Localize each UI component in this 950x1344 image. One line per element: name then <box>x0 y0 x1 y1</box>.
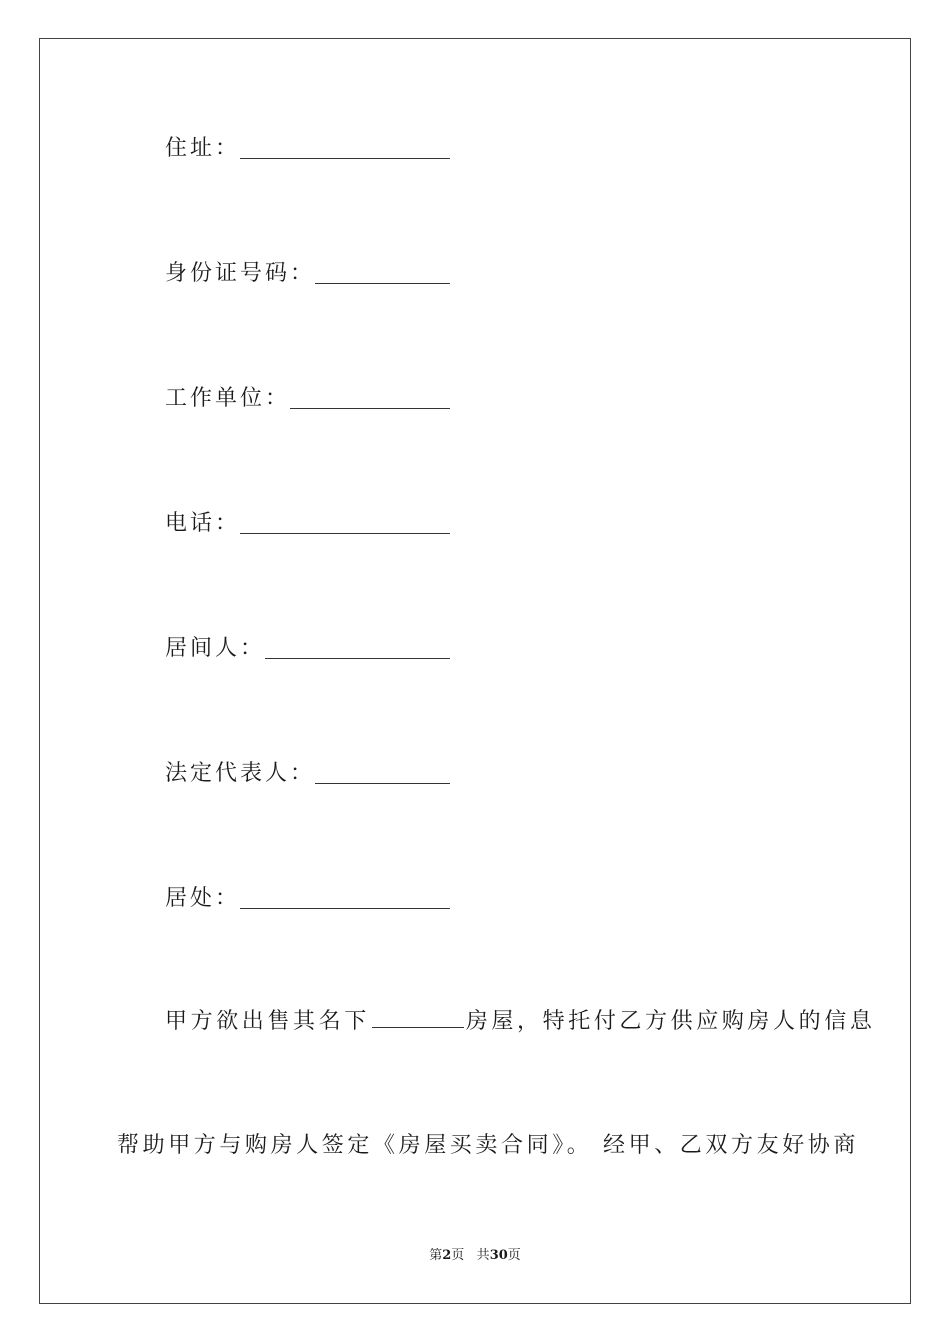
phone-blank[interactable] <box>240 532 450 534</box>
legal-representative-label: 法定代表人： <box>165 761 316 786</box>
page-footer <box>0 1247 950 1265</box>
address-blank[interactable] <box>240 157 450 159</box>
page-current: 2 <box>442 1248 452 1263</box>
page-suffix: 页 <box>451 1248 465 1263</box>
id-number-label: 身份证号码： <box>165 261 316 286</box>
paragraph-line-1-end: 房屋，特托付乙方供应购房人的信息 <box>465 1009 876 1034</box>
address-label: 住址： <box>165 136 241 161</box>
residence-blank[interactable] <box>240 907 450 909</box>
page-total: 30 <box>489 1248 508 1263</box>
intermediary-field <box>165 630 450 664</box>
paragraph-line-1-start: 甲方欲出售其名下 <box>165 1009 370 1034</box>
id-number-field <box>165 255 450 289</box>
id-number-blank[interactable] <box>315 282 450 284</box>
address-field <box>165 130 450 164</box>
work-unit-field <box>165 380 450 414</box>
phone-label: 电话： <box>165 511 241 536</box>
residence-label: 居处： <box>165 886 241 911</box>
legal-representative-blank[interactable] <box>315 782 450 784</box>
work-unit-label: 工作单位： <box>165 386 291 411</box>
phone-field <box>165 505 450 539</box>
property-blank[interactable] <box>372 1007 464 1028</box>
total-prefix: 共 <box>476 1248 490 1263</box>
page-prefix: 第 <box>429 1248 443 1263</box>
total-suffix: 页 <box>507 1248 521 1263</box>
work-unit-blank[interactable] <box>290 407 450 409</box>
paragraph-line-1 <box>165 1007 875 1037</box>
intermediary-blank[interactable] <box>265 657 450 659</box>
legal-representative-field <box>165 755 450 789</box>
intermediary-label: 居间人： <box>165 636 266 661</box>
page-border <box>39 38 911 1304</box>
residence-field <box>165 880 450 914</box>
paragraph-line-2: 帮助甲方与购房人签定《房屋买卖合同》。 经甲、乙双方友好协商 <box>117 1133 859 1158</box>
